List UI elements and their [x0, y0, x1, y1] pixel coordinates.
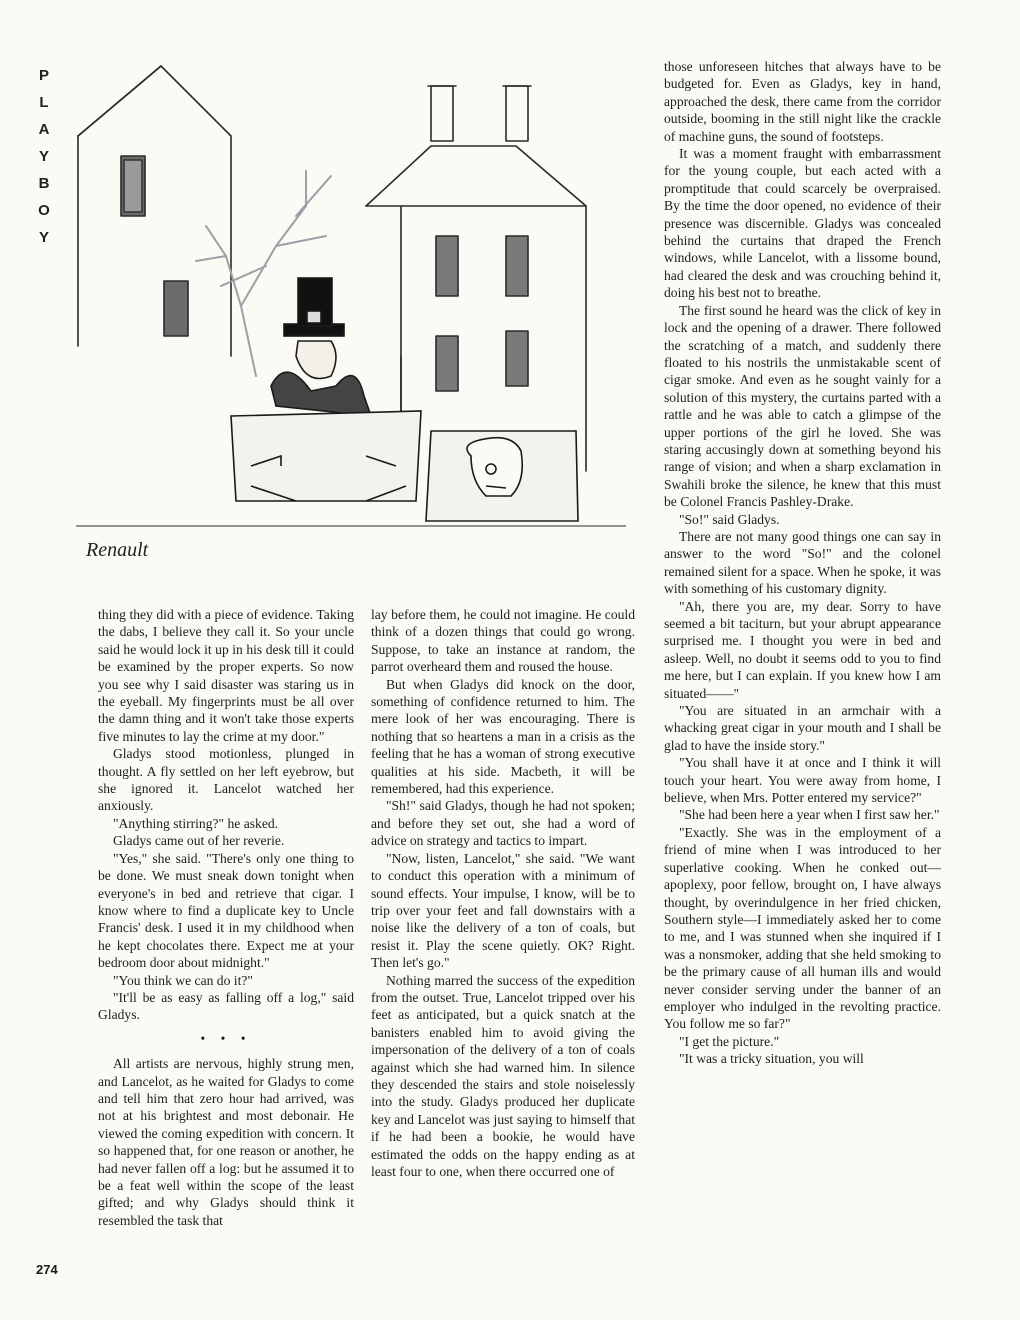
article-paragraph: "You think we can do it?" [112, 972, 253, 988]
magazine-name-vertical [34, 62, 54, 251]
article-paragraph: "Yes," she said. "There's only one thing to be done. We must sneak down tonight when everyone's in bed and retrieve that cigar. I know where to find a duplicate key to Uncle Francis' desk. I used it in my childhood when he kept chocolates there. Expect me at your bedroom door about midnight." [98, 850, 354, 971]
article-paragraph: lay before them, he could not imagine. He could think of a dozen things that could go wrong. Suppose, to take an instance at random, the parrot overheard them and roused the house. [371, 607, 635, 675]
article-paragraph: those unforeseen hitches that always have to be budgeted for. Even as Gladys, key in hand, approached the desk, there came from the corridor outside, booming in the still night like the crackle of machine guns, the sound of footsteps. [664, 59, 941, 144]
magazine-letter: Y [38, 229, 49, 246]
article-paragraph: The first sound he heard was the click of key in lock and the opening of a drawer. There followed the scratching of a match, and suddenly there floated to his nostrils the unmistakable scent of cigar smoke. And even as he sought vainly for a solution of this mystery, the curtains parted with a rattle and he was able to catch a glimpse of the upper portions of the girl he loved. She was staring accusingly down at something beyond his range of vision; and when a sharp exclamation in Swahili broke the silence, he knew that this must be Colonel Francis Pashley-Drake. [664, 302, 941, 510]
article-paragraph: It was a moment fraught with embarrassment for the young couple, but each acted with a promptitude that could scarcely be overpraised. By the time the door opened, no evidence of their presence was discernible. Gladys was concealed behind the curtains that draped the French windows, while Lancelot, with a lissome bound, had cleared the desk and was crouching behind it, doing his best not to breathe. [664, 146, 941, 301]
cartoon-signature: Renault [86, 539, 149, 561]
article-paragraph: Gladys stood motionless, plunged in thought. A fly settled on her left eyebrow, but she ignored it. Lancelot watched her anxiously. [98, 746, 354, 814]
article-paragraph: But when Gladys did knock on the door, something of confidence returned to him. The mere look of her was encouraging. There is nothing that so heartens a man in a crisis as the feeling that he has a woman of strong executive qualities at his side. Macbeth, it will be remembered, had this experience. [371, 676, 635, 797]
article-column-1 [98, 606, 354, 1229]
magazine-letter: Y [38, 148, 49, 165]
article-paragraph: All artists are nervous, highly strung men, and Lancelot, as he waited for Gladys to come and tell him that zero hour had arrived, was not at his brightest and most debonair. He viewed the coming expedition with concern. It so happened that, for one reason or another, he had never fallen off a log: but he assumed it to be a feat well within the scope of the least gifted; and why Gladys should think it resembled the task that [98, 1056, 354, 1228]
magazine-letter: P [38, 67, 49, 84]
article-paragraph: Nothing marred the success of the expedition from the outset. True, Lancelot tripped over his feet as anticipated, but a quick snatch at the banisters enabled him to avoid giving the impersonation of the delivery of a ton of coals against which she had warned him. In silence they descended the stairs and stole noiselessly into the study. Gladys produced her duplicate key and Lancelot was just saying to himself that if he had been a bookie, he would have estimated the odds on the happy ending as at least four to one, when there occurred one of [371, 972, 635, 1179]
page-number: 274 [36, 1262, 58, 1277]
article-paragraph: "Ah, there you are, my dear. Sorry to have seemed a bit taciturn, but your abrupt appearance surprised me. I thought you were in bed and asleep. Well, no doubt it seems odd to you to find me here, but I can explain. If you knew how I am situated——" [664, 598, 941, 701]
pilgrim-figure [271, 278, 371, 416]
article-paragraph: "I get the picture." [678, 1033, 780, 1049]
article-paragraph: • • • [200, 1030, 252, 1046]
article-paragraph: "You shall have it at once and I think it will touch your heart. You were away from home, I believe, when Mrs. Potter entered my service?" [664, 755, 941, 806]
article-column-2 [371, 606, 635, 1180]
article-paragraph: "Exactly. She was in the employment of a friend of mine when I was introduced to her superlative cooking. When he conked out—apoplexy, poor fellow, brought on, I have always thought, by overindulgence in her fried chicken, Southern style—I immediately asked her to come to me, and I was stunned when she inquired if I was a nonsmoker, adding that she held smoking to be the primary cause of all human ills and would never consider serving under the banner of an employer who indulged in the revolting practice. You follow me so far?" [664, 824, 941, 1032]
article-paragraph: "Anything stirring?" he asked. [112, 815, 279, 831]
magazine-letter: B [38, 175, 50, 192]
stocks [231, 411, 421, 501]
magazine-letter: A [38, 121, 50, 138]
article-paragraph: thing they did with a piece of evidence. Taking the dabs, I believe they call it. So your uncle said he would lock it up in his desk till it could be examined by the proper experts. So now you see why I said disaster was staring us in the eyeball. My fingerprints must be all over the damn thing and it won't take those experts five minutes to lay the crime at my door." [98, 607, 354, 744]
article-paragraph: "It was a tricky situation, you will [678, 1051, 864, 1067]
magazine-letter: L [39, 94, 49, 111]
cartoon-illustration [66, 56, 641, 586]
magazine-letter: O [38, 202, 50, 219]
dog-in-stocks [426, 431, 578, 521]
article-paragraph: "Sh!" said Gladys, though he had not spoken; and before they set out, she had a word of advice on strategy and tactics to impart. [371, 798, 635, 849]
article-paragraph: Gladys came out of her reverie. [112, 833, 285, 849]
article-paragraph: "It'll be as easy as falling off a log," said Gladys. [98, 989, 354, 1023]
article-paragraph: "She had been here a year when I first saw her." [678, 807, 940, 823]
article-paragraph: There are not many good things one can say in answer to the word "So!" and the colonel remained silent for a space. When he spoke, it was with something of his customary dignity. [664, 528, 941, 597]
article-column-3 [664, 58, 941, 1068]
article-paragraph: "Now, listen, Lancelot," she said. "We want to conduct this operation with a minimum of sound effects. Your impulse, I know, will be to trip over your feet and fall downstairs with a noise like the delivery of a ton of coals, but resist it. Play the scene quietly. OK? Right. Then let's go." [371, 850, 635, 971]
article-paragraph: "So!" said Gladys. [678, 511, 780, 527]
article-paragraph: "You are situated in an armchair with a whacking great cigar in your mouth and I shall be glad to have the inside story." [664, 703, 941, 753]
left-house [78, 66, 231, 356]
